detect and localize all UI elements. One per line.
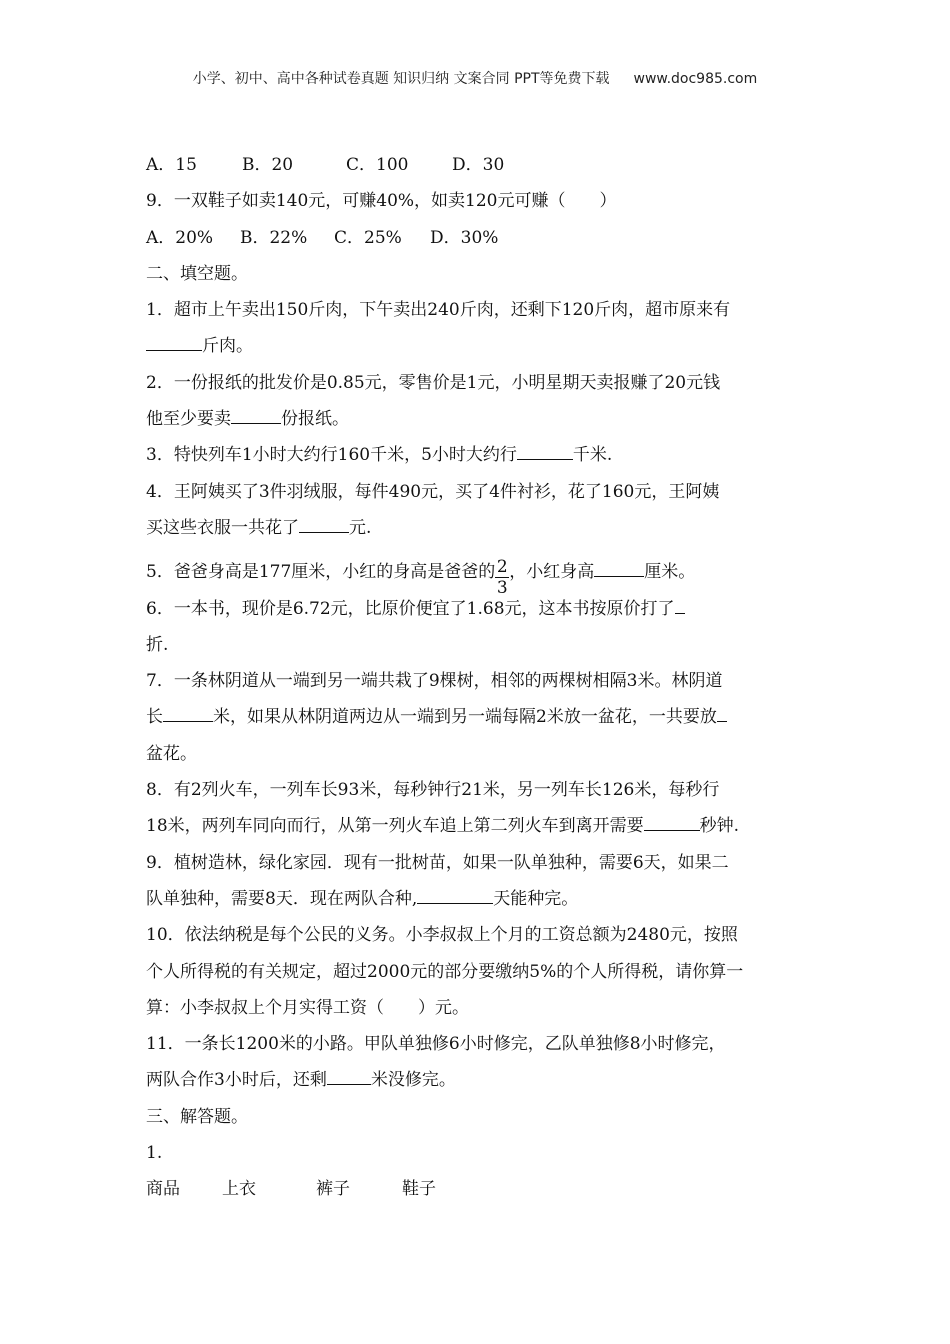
answer-blank[interactable] [327, 1066, 371, 1085]
fill-6-head: 6．一本书，现价是6.72元，比原价便宜了1.68元，这本书按原价打了 [146, 598, 675, 619]
fill-4-head: 买这些衣服一共花了 [146, 517, 299, 538]
fill-11-line-1: 11．一条长1200米的小路。甲队单独修6小时修完，乙队单独修8小时修完， [146, 1034, 726, 1055]
fill-2-line-1: 2．一份报纸的批发价是0.85元，零售价是1元，小明星期天卖报赚了20元钱 [146, 372, 721, 393]
fill-10-line-2: 个人所得税的有关规定，超过2000元的部分要缴纳5%的个人所得税，请你算一 [146, 961, 744, 982]
fill-2-head: 他至少要卖 [146, 409, 231, 430]
fill-8-line-2 [146, 808, 816, 844]
table-header-cell: 裤子 [316, 1179, 350, 1200]
answer-blank[interactable] [644, 812, 700, 831]
q9-text: 9．一双鞋子如卖140元，可赚40%，如卖120元可赚（ ） [146, 191, 617, 212]
header-text: 小学、初中、高中各种试卷真题 知识归纳 文案合同 PPT等免费下载 [192, 71, 610, 87]
q8-option-d: D．30 [452, 155, 505, 175]
fill-9-line-1: 9．植树造林，绿化家园．现有一批树苗，如果一队单独种，需要6天，如果二 [146, 852, 729, 873]
q8-options [146, 147, 816, 183]
fill-1-line-2 [146, 328, 816, 364]
fill-6-line-1 [146, 591, 816, 627]
section-2-title: 二、填空题。 [146, 263, 248, 284]
fill-9-line-2 [146, 881, 816, 917]
answer-blank[interactable] [417, 885, 493, 904]
fill-8-line-1: 8．有2列火车，一列车长93米，每秒钟行21米，另一列车长126米，每秒行 [146, 780, 720, 801]
fill-9-tail: 天能种完。 [493, 888, 579, 909]
table-header-row [146, 1171, 816, 1207]
q8-option-b: B．20 [242, 155, 294, 175]
fill-9-head: 队单独种，需要8天．现在两队合种, [146, 888, 418, 909]
fill-5 [146, 554, 816, 599]
spacer [146, 546, 816, 554]
answer-blank[interactable] [163, 703, 213, 722]
fill-7-line-3: 盆花。 [146, 743, 197, 764]
fraction-numerator: 2 [496, 557, 508, 578]
fill-3 [146, 437, 816, 473]
answer-blank[interactable] [146, 332, 202, 351]
fill-6-line-2: 折. [146, 634, 169, 655]
fill-8-tail: 秒钟. [699, 816, 740, 837]
fill-4-tail: 元. [349, 517, 372, 538]
fill-8-head: 18米，两列车同向而行，从第一列火车追上第二列火车到离开需要 [146, 816, 644, 837]
fill-2-line-2 [146, 401, 816, 437]
fraction-two-thirds [495, 557, 509, 598]
answer-blank[interactable] [231, 405, 281, 424]
answer-blank[interactable] [594, 558, 644, 577]
table-header-cell: 上衣 [222, 1179, 256, 1200]
section-3-title: 三、解答题。 [146, 1106, 248, 1127]
answer-blank[interactable] [299, 514, 349, 533]
fill-11-tail: 米没修完。 [370, 1070, 456, 1091]
fill-2-tail: 份报纸。 [281, 409, 349, 430]
fill-7-head: 长 [146, 707, 163, 728]
fill-7-line-1: 7．一条林阴道从一端到另一端共栽了9棵树，相邻的两棵树相隔3米。林阴道 [146, 671, 723, 692]
fill-3-head: 3．特快列车1小时大约行160千米，5小时大约行 [146, 445, 517, 466]
fill-4-line-1: 4．王阿姨买了3件羽绒服，每件490元，买了4件衬衫，花了160元，王阿姨 [146, 481, 720, 502]
fill-1-line-1: 1．超市上午卖出150斤肉，下午卖出240斤肉，还剩下120斤肉，超市原来有 [146, 300, 731, 321]
fill-11-head: 两队合作3小时后，还剩 [146, 1070, 327, 1091]
fill-10-line-3: 算：小李叔叔上个月实得工资（ ）元。 [146, 997, 469, 1018]
fill-10-line-1: 10．依法纳税是每个公民的义务。小李叔叔上个月的工资总额为2480元，按照 [146, 925, 738, 946]
q9-option-d: D．30% [430, 227, 499, 248]
fill-5-mid: ，小红身高 [509, 562, 595, 583]
answer-blank[interactable] [517, 441, 573, 460]
solve-1-number: 1. [146, 1143, 163, 1164]
fill-4-line-2 [146, 510, 816, 546]
header-site: www.doc985.com [633, 71, 758, 87]
document-body [146, 147, 816, 1208]
fill-7-mid: 米，如果从林阴道两边从一端到另一端每隔2米放一盆花，一共要放 [213, 707, 717, 728]
fill-7-line-2 [146, 699, 816, 735]
q9-option-a: A．20% [146, 227, 214, 248]
fraction-denominator: 3 [496, 578, 508, 599]
fill-11-line-2 [146, 1062, 816, 1098]
q8-option-a: A．15 [146, 155, 197, 175]
answer-blank[interactable] [717, 703, 727, 722]
q8-option-c: C．100 [346, 155, 409, 175]
q9-option-b: B．22% [240, 227, 308, 248]
q9-option-c: C．25% [334, 227, 402, 248]
q9-options [146, 220, 816, 256]
table-header-cell: 商品 [146, 1179, 180, 1200]
fill-3-tail: 千米. [572, 445, 613, 466]
page-header [0, 68, 950, 88]
answer-blank[interactable] [675, 595, 685, 614]
fill-5-tail: 厘米。 [644, 562, 696, 583]
fill-5-head: 5．爸爸身高是177厘米，小红的身高是爸爸的 [146, 562, 496, 583]
table-header-cell: 鞋子 [402, 1179, 436, 1200]
fill-1-tail: 斤肉。 [202, 336, 253, 357]
